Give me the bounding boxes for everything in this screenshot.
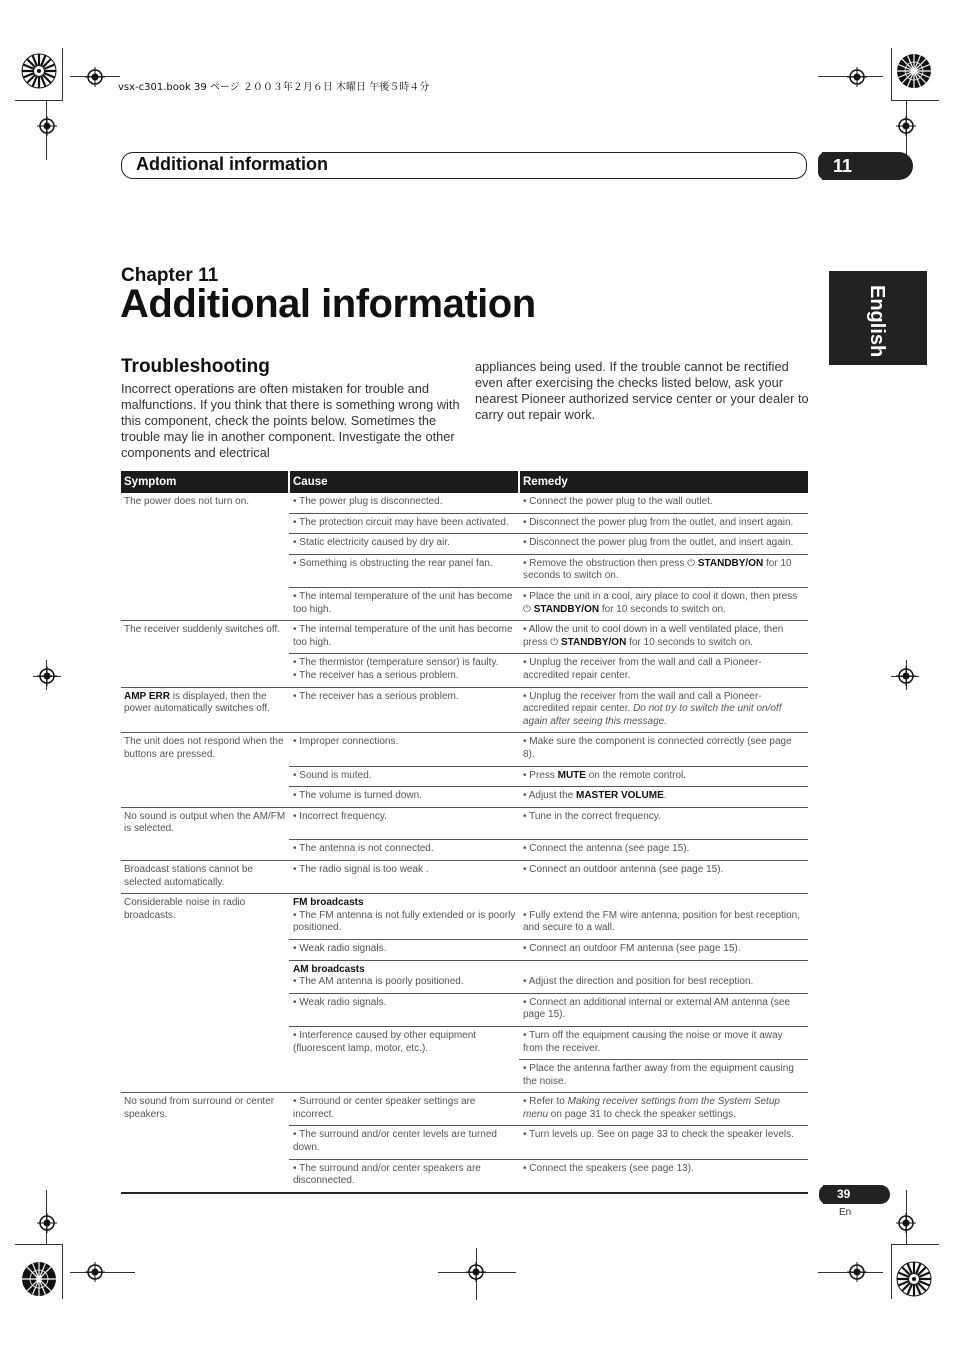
table-row — [121, 894, 808, 940]
table-row — [121, 860, 808, 893]
symptom-cell — [121, 1026, 289, 1059]
file-header: vsx-c301.book 39 ページ ２００３年２月６日 木曜日 午後５時４分 — [118, 82, 430, 93]
remedy-cell: • Place the antenna farther away from the equipment causing the noise. — [519, 1060, 808, 1093]
cause-cell: • The surround and/or center speakers are disconnected. — [289, 1159, 519, 1193]
remedy-cell — [519, 621, 808, 654]
key-label: MUTE — [557, 769, 586, 781]
key-label: MASTER VOLUME — [575, 790, 664, 802]
remedy-cell: • Connect an outdoor FM antenna (see page 15). — [519, 939, 808, 960]
table-row — [121, 993, 808, 1026]
symptom-cell — [121, 654, 289, 687]
page-title: Additional information — [120, 282, 536, 326]
cause-cell: • Surround or center speaker settings are incorrect. — [289, 1093, 519, 1126]
column-header-remedy: Remedy — [519, 471, 808, 493]
chapter-number-badge — [822, 152, 913, 180]
cause-cell: • Static electricity caused by dry air. — [289, 534, 519, 555]
table-header-row — [121, 471, 808, 493]
key-label: STANDBY/ON — [697, 557, 764, 569]
cause-cell: • The receiver has a serious problem. — [289, 687, 519, 733]
cause-cell: • The power plug is disconnected. — [289, 493, 519, 513]
remedy-cell — [519, 554, 808, 587]
symptom-text: is displayed, then the power automatically switches off. — [124, 690, 270, 715]
intro-paragraph-2: appliances being used. If the trouble cannot be rectified even after exercising the checks listed below, ask your nearest Pioneer authorized service center or your dealer to carry out repair work. — [475, 359, 809, 422]
page-number: 39 — [837, 1187, 851, 1201]
remedy-text: • Refer to — [523, 1096, 568, 1108]
remedy-cell: • Connect an outdoor antenna (see page 15). — [519, 860, 808, 893]
registration-mark-icon — [37, 666, 57, 686]
registration-mark-icon — [466, 1262, 486, 1282]
remedy-text: • Press — [523, 769, 558, 781]
symptom-cell — [121, 939, 289, 960]
remedy-cell: • Make sure the component is connected correctly (see page 8). — [519, 733, 808, 766]
remedy-text: • Allow the unit to cool down in a well ventilated place, then press — [523, 624, 784, 648]
remedy-cell — [519, 960, 808, 993]
remedy-cell: • Connect the power plug to the wall outlet. — [519, 493, 808, 513]
cause-cell: • Sound is muted. — [289, 766, 519, 787]
cause-cell — [289, 894, 519, 940]
key-label: STANDBY/ON — [533, 603, 600, 615]
header-title: Additional information — [136, 154, 328, 174]
table-row — [121, 534, 808, 555]
troubleshooting-table — [121, 471, 808, 1194]
language-tab-label: English — [866, 285, 888, 358]
remedy-cell — [519, 894, 808, 940]
remedy-text: • Adjust the direction and position for best reception. — [523, 976, 754, 988]
power-icon: ⏻ — [687, 557, 698, 569]
remedy-text: • Place the unit in a cool, airy place to cool it down, then press — [523, 590, 798, 602]
spacer — [523, 897, 805, 910]
cause-subheading: AM broadcasts — [293, 963, 365, 975]
remedy-cell — [519, 587, 808, 620]
symptom-cell — [121, 960, 289, 993]
color-wheel-icon — [895, 1260, 933, 1298]
power-icon: ⏻ — [550, 636, 561, 648]
remedy-text: • Fully extend the FM wire antenna, position for best reception, and secure to a wall. — [523, 909, 800, 934]
remedy-text: • Remove the obstruction then press — [523, 557, 688, 569]
table-row — [121, 513, 808, 534]
cause-text: • The AM antenna is poorly positioned. — [293, 976, 464, 988]
cause-cell: • The radio signal is too weak . — [289, 860, 519, 893]
table-row — [121, 1026, 808, 1059]
column-header-symptom: Symptom — [121, 471, 289, 493]
remedy-text: • Adjust the — [523, 790, 576, 802]
registration-mark-icon — [85, 67, 105, 87]
cause-cell: • Weak radio signals. — [289, 939, 519, 960]
table-row — [121, 1159, 808, 1193]
cause-cell: • The internal temperature of the unit has become too high. — [289, 621, 519, 654]
remedy-text: for 10 seconds to switch on. — [626, 636, 754, 648]
table-row — [121, 554, 808, 587]
remedy-cell: • Connect the antenna (see page 15). — [519, 840, 808, 861]
language-code: En — [839, 1207, 852, 1218]
table-row — [121, 1126, 808, 1159]
remedy-text: on the remote control. — [585, 769, 687, 781]
symptom-cell — [121, 766, 289, 787]
table-row — [121, 654, 808, 687]
remedy-text: for 10 seconds to switch on. — [599, 603, 726, 615]
display-message: AMP ERR — [124, 690, 170, 702]
registration-mark-icon — [37, 116, 57, 136]
symptom-cell — [121, 513, 289, 534]
cause-text: • The FM antenna is not fully extended or is poorly positioned. — [293, 909, 516, 934]
intro-paragraph-1: Incorrect operations are often mistaken for trouble and malfunctions. If you think that there is something wrong with this component, check the points below. Sometimes the trouble may lie in another component. Investigate the other components and electrical — [121, 381, 460, 460]
table-row — [121, 687, 808, 733]
remedy-cell: • Turn levels up. See on page 33 to check the speaker levels. — [519, 1126, 808, 1159]
cause-cell: • Improper connections. — [289, 733, 519, 766]
symptom-cell: The power does not turn on. — [124, 496, 250, 507]
remedy-warning: Do not try to switch the unit on/off again after seeing this message. — [523, 703, 782, 727]
remedy-cell: • Turn off the equipment causing the noise or move it away from the receiver. — [519, 1026, 808, 1059]
table-row — [121, 1060, 808, 1093]
cause-cell — [289, 654, 519, 687]
table-row — [121, 787, 808, 808]
symptom-cell — [121, 554, 289, 587]
cause-cell — [289, 1060, 519, 1093]
cause-cell: • The volume is turned down. — [289, 787, 519, 808]
registration-mark-icon — [847, 67, 867, 87]
symptom-cell — [121, 840, 289, 861]
symptom-cell — [121, 993, 289, 1026]
table-row — [121, 960, 808, 993]
registration-mark-icon — [896, 116, 916, 136]
registration-mark-icon — [896, 1213, 916, 1233]
spacer — [523, 964, 805, 977]
table-row — [121, 733, 808, 766]
remedy-cell: • Unplug the receiver from the wall and call a Pioneer-accredited repair center. — [519, 654, 808, 687]
table-row — [121, 1093, 808, 1126]
cause-cell: • Something is obstructing the rear panel fan. — [289, 554, 519, 587]
symptom-cell — [121, 687, 289, 733]
table-row — [121, 939, 808, 960]
registration-mark-icon — [847, 1262, 867, 1282]
table-row — [121, 493, 808, 513]
symptom-cell: The unit does not respond when the buttons are pressed. — [124, 736, 284, 760]
symptom-cell — [121, 1060, 289, 1093]
remedy-cell — [519, 766, 808, 787]
column-header-cause: Cause — [289, 471, 519, 493]
language-tab — [829, 271, 927, 365]
remedy-text: on page 31 to check the speaker settings. — [548, 1108, 736, 1120]
table-row — [121, 621, 808, 654]
symptom-cell — [121, 534, 289, 555]
cause-cell: • The internal temperature of the unit has become too high. — [289, 587, 519, 620]
symptom-cell — [121, 1159, 289, 1193]
cause-cell: • The surround and/or center levels are turned down. — [289, 1126, 519, 1159]
remedy-cell — [519, 687, 808, 733]
remedy-cell — [519, 1093, 808, 1126]
cause-cell: • Interference caused by other equipment (fluorescent lamp, motor, etc.). — [293, 1029, 477, 1054]
symptom-cell: Broadcast stations cannot be selected automatically. — [121, 860, 289, 893]
power-icon: ⏻ — [523, 603, 534, 615]
remedy-cell: • Connect an additional internal or external AM antenna (see page 15). — [519, 993, 808, 1026]
table-row — [121, 807, 808, 840]
remedy-cell — [519, 787, 808, 808]
symptom-cell: No sound is output when the AM/FM is selected. — [124, 810, 286, 835]
cause-cell: • The protection circuit may have been activated. — [289, 513, 519, 534]
symptom-cell — [121, 787, 289, 808]
cause-cell: • Incorrect frequency. — [289, 807, 519, 840]
registration-mark-icon — [85, 1262, 105, 1282]
remedy-cell: • Disconnect the power plug from the outlet, and insert again. — [519, 513, 808, 534]
table-row — [121, 766, 808, 787]
remedy-cell: • Connect the speakers (see page 13). — [519, 1159, 808, 1193]
remedy-text: for 10 seconds to switch on. — [523, 557, 792, 582]
key-label: STANDBY/ON — [560, 636, 627, 648]
chapter-label: Chapter 11 — [121, 265, 219, 286]
registration-mark-icon — [896, 666, 916, 686]
cause-cell — [289, 960, 519, 993]
cause-text: • The thermistor (temperature sensor) is faulty. — [293, 657, 499, 669]
color-wheel-icon — [895, 52, 933, 90]
section-heading: Troubleshooting — [121, 356, 270, 377]
symptom-cell: The receiver suddenly switches off. — [124, 624, 281, 636]
cause-subheading: FM broadcasts — [293, 897, 364, 909]
cause-text: • The receiver has a serious problem. — [293, 669, 459, 681]
symptom-cell — [121, 1126, 289, 1159]
registration-mark-icon — [37, 1213, 57, 1233]
menu-reference: Making receiver settings from the System Setup menu — [523, 1096, 780, 1120]
cause-cell: • Weak radio signals. — [289, 993, 519, 1026]
color-wheel-icon — [20, 52, 58, 90]
remedy-cell: • Disconnect the power plug from the outlet, and insert again. — [519, 534, 808, 555]
symptom-cell: Considerable noise in radio broadcasts. — [124, 897, 246, 921]
table-row — [121, 587, 808, 620]
page-number-badge — [823, 1185, 890, 1204]
table-row — [121, 840, 808, 861]
symptom-cell — [121, 587, 289, 620]
symptom-cell: No sound from surround or center speakers. — [124, 1096, 275, 1120]
cause-cell: • The antenna is not connected. — [289, 840, 519, 861]
remedy-text: . — [663, 790, 667, 802]
chapter-number: 11 — [833, 156, 853, 176]
remedy-cell: • Tune in the correct frequency. — [519, 807, 808, 840]
color-wheel-icon — [20, 1260, 58, 1298]
remedy-text: • Unplug the receiver from the wall and call a Pioneer-accredited repair center. — [523, 690, 762, 715]
